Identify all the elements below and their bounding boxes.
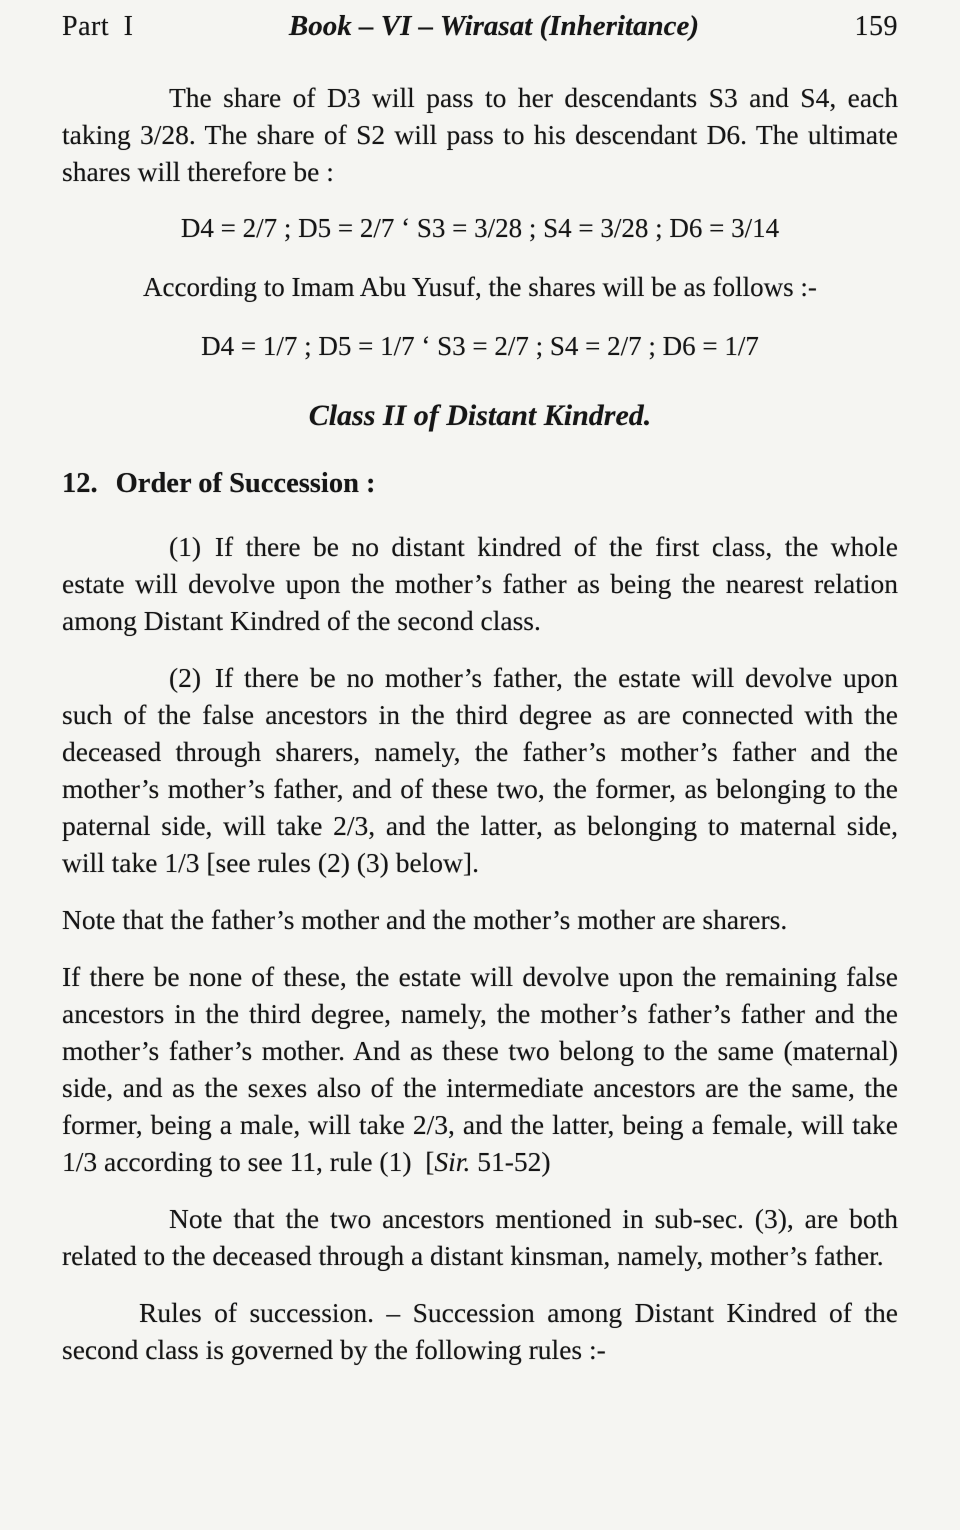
subsection-1-paragraph: (1) If there be no distant kindred of the first class, the whole estate will devolve upon the mother’s father as being the nearest relation among Distant Kindred of the second class. bbox=[62, 531, 898, 636]
note-ancestors-paragraph: Note that the two ancestors mentioned in sub-sec. (3), are both related to the deceased through a distant kinsman, namely, mother’s father. bbox=[62, 1203, 898, 1271]
section-heading bbox=[62, 465, 898, 502]
formula-abu-yusuf-shares: D4 = 1/7 ; D5 = 1/7 ‘ S3 = 2/7 ; S4 = 2/7 ; D6 = 1/7 bbox=[201, 331, 759, 361]
part-label: Part I bbox=[62, 11, 134, 42]
devolution-text-after: 51-52) bbox=[470, 1146, 551, 1177]
devolution-paragraph bbox=[62, 958, 898, 1180]
subsection-2-paragraph: (2) If there be no mother’s father, the estate will devolve upon such of the false ancestors in the third degree as are connected with the deceased through sharers, namely, the father’s mother’s father and the mother’s mother’s father, and of these two, the former, as belonging to the paternal side, will take 2/3, and the latter, as belonging to maternal side, will take 1/3 [see rules (2) (3) below]. bbox=[62, 662, 898, 878]
page-header bbox=[62, 10, 898, 43]
page-number: 159 bbox=[854, 11, 898, 42]
abu-yusuf-intro: According to Imam Abu Yusuf, the shares will be as follows :- bbox=[143, 272, 817, 302]
section-number: 12. bbox=[62, 468, 98, 499]
formula-default-shares: D4 = 2/7 ; D5 = 2/7 ‘ S3 = 3/28 ; S4 = 3/28 ; D6 = 3/14 bbox=[180, 213, 780, 243]
intro-paragraph: The share of D3 will pass to her descendants S3 and S4, each taking 3/28. The share of S2 will pass to his descendant D6. The ultimate shares will therefore be : bbox=[62, 82, 898, 187]
note-sharers-paragraph: Note that the father’s mother and the mother’s mother are sharers. bbox=[62, 904, 788, 935]
book-title: Book – VI – Wirasat (Inheritance) bbox=[288, 10, 700, 42]
rules-of-succession-paragraph: Rules of succession. – Succession among Distant Kindred of the second class is governed by the following rules :- bbox=[62, 1297, 898, 1365]
section-title: Order of Succession : bbox=[115, 468, 376, 499]
class-heading: Class II of Distant Kindred. bbox=[308, 399, 652, 432]
citation-sir: Sir. bbox=[434, 1146, 471, 1177]
devolution-text-before: If there be none of these, the estate will devolve upon the remaining false ancestors in the third degree, namely, the mother’s father’s father and the mother’s father’s mother. And as these two belong to the same (maternal) side, and as the sexes also of the intermediate ancestors are the same, the former, being a male, will take 2/3, and the latter, being a female, will take 1/3 according to see 11, rule (1) [ bbox=[62, 961, 898, 1177]
